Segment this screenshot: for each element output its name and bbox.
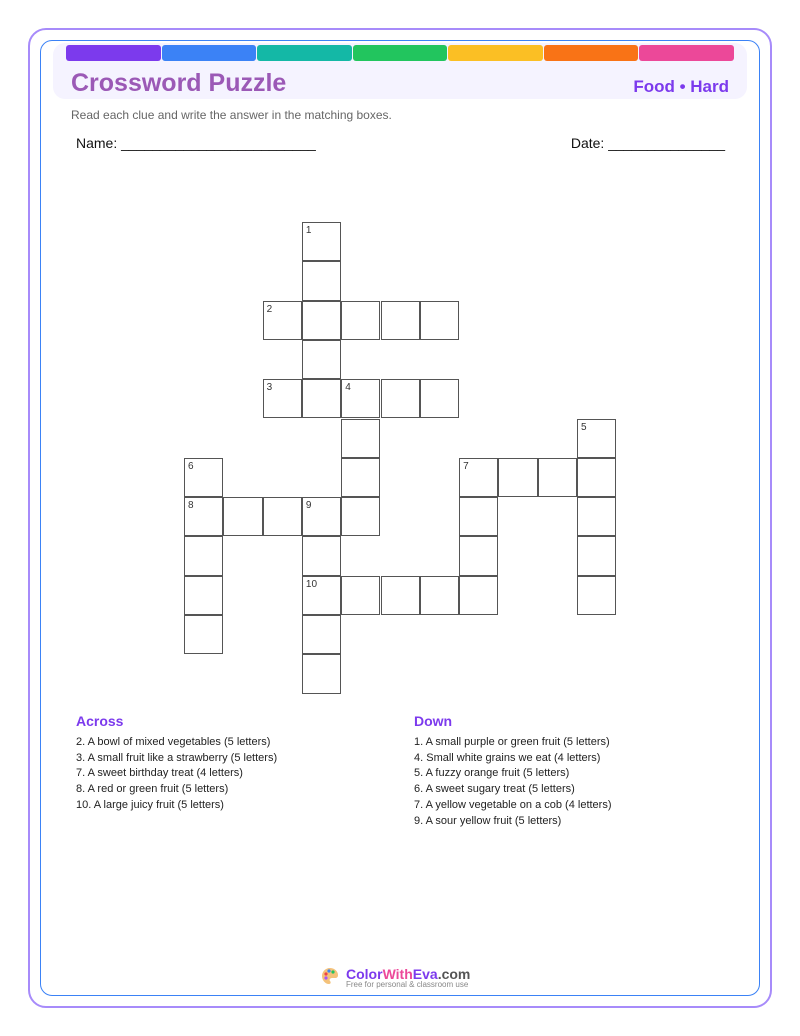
clue-number: 8 [188,500,194,512]
grid-cell[interactable] [302,654,341,693]
clue-number: 1 [305,225,312,236]
down-clue: 6. A sweet sugary treat (5 letters) [414,783,575,796]
grid-cell[interactable] [223,497,262,536]
down-clue: 4. Small white grains we eat (4 letters) [414,751,601,764]
brand-name: ColorWithEva.com [346,966,471,982]
color-bar [66,45,161,61]
grid-cell[interactable] [184,458,223,497]
clue-number: 3 [266,382,273,394]
grid-cell[interactable] [577,419,616,458]
grid-cell[interactable] [302,615,341,654]
inner-border [40,40,760,996]
grid-cell[interactable] [184,536,223,575]
grid-cell[interactable] [302,576,341,615]
date-field[interactable]: Date: _______________ [570,135,725,151]
grid-cell[interactable] [302,340,341,379]
tagline: Free for personal & classroom use [346,980,469,989]
clue-number: 4 [345,382,351,394]
grid-cell[interactable] [459,458,498,497]
across-clue: 10. A large juicy fruit (5 letters) [76,798,224,811]
grid-cell[interactable] [184,615,223,654]
grid-cell[interactable] [577,458,616,497]
grid-cell[interactable] [459,536,498,575]
grid-cell[interactable] [459,576,498,615]
down-clue: 9. A sour yellow fruit (5 letters) [414,814,562,827]
clue-number: 5 [581,421,587,433]
instructions: Read each clue and write the answer in the matching boxes. [71,108,392,122]
grid-cell[interactable] [184,576,223,615]
grid-cell[interactable] [381,379,420,418]
topic-difficulty: Food • Hard [633,77,729,96]
grid-cell[interactable] [263,379,302,418]
grid-cell[interactable] [381,576,420,615]
color-bar [544,45,639,61]
grid-cell[interactable] [577,536,616,575]
grid-cell[interactable] [302,379,341,418]
grid-cell[interactable] [577,497,616,536]
clue-number: 2 [266,303,273,315]
grid-cell[interactable] [341,419,380,458]
grid-cell[interactable] [263,301,302,340]
color-bar [353,45,448,61]
palette-icon [320,966,340,986]
grid-cell[interactable] [420,576,459,615]
footer-logo [320,966,470,989]
grid-cell[interactable] [302,536,341,575]
down-heading: Down [414,713,453,729]
across-clue: 2. A bowl of mixed vegetables (5 letters) [76,736,271,748]
clue-number: 9 [305,500,312,512]
grid-cell[interactable] [381,301,420,340]
name-field[interactable]: Name: _________________________ [76,135,316,151]
color-bar [639,45,734,61]
grid-cell[interactable] [498,458,537,497]
color-bar [257,45,352,61]
grid-cell[interactable] [341,458,380,497]
grid-cell[interactable] [420,379,459,418]
grid-cell[interactable] [420,301,459,340]
grid-cell[interactable] [341,301,380,340]
clue-number: 7 [463,460,469,472]
grid-cell[interactable] [302,261,341,300]
across-clue: 7. A sweet birthday treat (4 letters) [76,767,243,780]
color-bar [162,45,257,61]
grid-cell[interactable] [459,497,498,536]
down-clue: 5. A fuzzy orange fruit (5 letters) [414,767,570,780]
grid-cell[interactable] [341,497,380,536]
across-clue: 8. A red or green fruit (5 letters) [76,783,229,796]
page-title: Crossword Puzzle [71,69,287,97]
grid-cell[interactable] [302,301,341,340]
across-clue: 3. A small fruit like a strawberry (5 letters) [76,751,278,764]
grid-cell[interactable] [184,497,223,536]
grid-cell[interactable] [341,379,380,418]
down-clues [414,713,612,829]
across-clues [76,713,277,814]
clue-number: 10 [305,578,318,590]
grid-cell[interactable] [263,497,302,536]
clue-number: 6 [188,460,194,472]
down-clue: 7. A yellow vegetable on a cob (4 letters) [414,798,612,811]
grid-cell[interactable] [341,576,380,615]
down-clue: 1. A small purple or green fruit (5 letters) [414,736,610,748]
grid-cell[interactable] [302,497,341,536]
color-bars [66,45,734,61]
color-bar [448,45,543,61]
grid-cell[interactable] [538,458,577,497]
grid-cell[interactable] [577,576,616,615]
grid-cell[interactable] [302,222,341,261]
across-heading: Across [76,713,124,729]
